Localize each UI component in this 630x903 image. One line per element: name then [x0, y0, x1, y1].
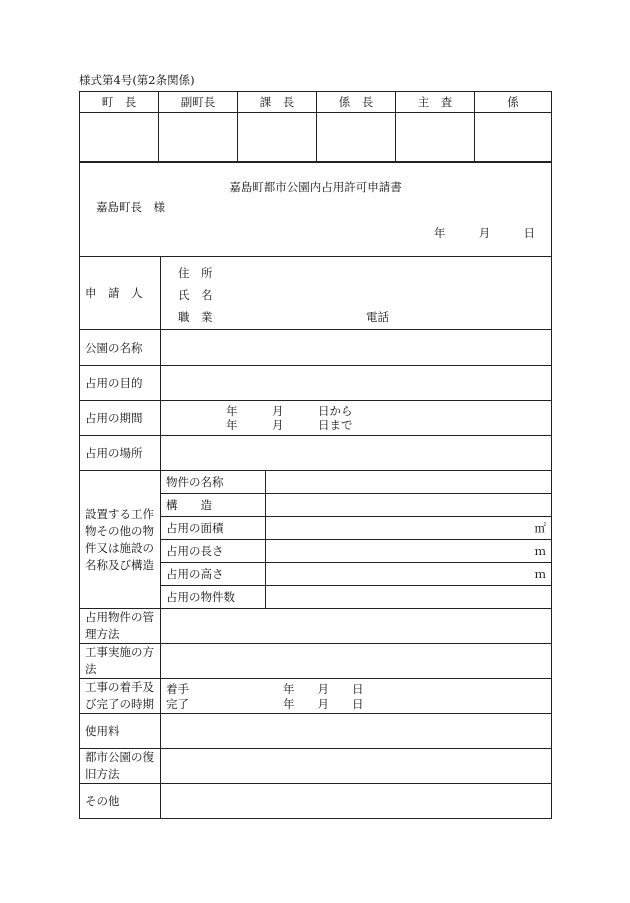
approval-header-staff: 係 [475, 92, 552, 113]
length-unit: ｍ [534, 544, 547, 558]
application-header [80, 162, 552, 257]
application-form-table [79, 161, 552, 819]
applicant-label: 申 請 人 [80, 257, 161, 330]
other-label: その他 [80, 784, 161, 819]
date-day: 日 [523, 226, 536, 240]
fee-label: 使用料 [80, 714, 161, 749]
period-to: 年 月 日まで [226, 418, 353, 432]
application-date[interactable] [80, 225, 535, 241]
area-field[interactable] [266, 517, 552, 540]
form-number: 様式第4号(第2条関係) [79, 73, 195, 87]
approval-stamp-section-chief[interactable] [238, 113, 317, 163]
management-field[interactable] [161, 609, 552, 644]
location-label: 占用の場所 [80, 436, 161, 471]
location-field[interactable] [161, 436, 552, 471]
approval-header-deputy-mayor: 副町長 [159, 92, 238, 113]
restoration-label: 都市公園の復旧方法 [80, 749, 161, 784]
approval-stamp-mayor[interactable] [80, 113, 159, 163]
period-field[interactable] [161, 401, 552, 436]
occupation-label: 職 業 [178, 310, 213, 324]
timing-end-label: 完了 [166, 697, 189, 711]
structure-label: 設置する工作物その他の物件又は施設の名称及び構造 [80, 471, 161, 609]
approval-header-subsection-chief: 係 長 [317, 92, 396, 113]
approval-header-mayor: 町 長 [80, 92, 159, 113]
park-name-label: 公園の名称 [80, 330, 161, 366]
fee-field[interactable] [161, 714, 552, 749]
purpose-field[interactable] [161, 366, 552, 401]
approval-stamp-subsection-chief[interactable] [317, 113, 396, 163]
management-label: 占用物件の管理方法 [80, 609, 161, 644]
timing-end-date: 年 月 日 [283, 697, 364, 711]
timing-label: 工事の着手及び完了の時期 [80, 679, 161, 714]
approval-stamp-deputy-mayor[interactable] [159, 113, 238, 163]
count-field[interactable] [266, 586, 552, 609]
length-label: 占用の長さ [161, 540, 266, 563]
period-label: 占用の期間 [80, 401, 161, 436]
addressee: 嘉島町長 様 [96, 200, 165, 214]
purpose-label: 占用の目的 [80, 366, 161, 401]
approval-stamp-inspector[interactable] [396, 113, 475, 163]
height-label: 占用の高さ [161, 563, 266, 586]
timing-field[interactable] [161, 679, 552, 714]
period-from: 年 月 日から [226, 404, 353, 418]
park-name-field[interactable] [161, 330, 552, 366]
phone-label: 電話 [366, 310, 389, 324]
timing-start-date: 年 月 日 [283, 682, 364, 696]
construction-method-label: 工事実施の方法 [80, 644, 161, 679]
approval-header-inspector: 主 査 [396, 92, 475, 113]
structure-sub-label: 構 造 [161, 494, 266, 517]
other-field[interactable] [161, 784, 552, 819]
area-unit: ㎡ [534, 521, 547, 535]
height-field[interactable] [266, 563, 552, 586]
date-month: 月 [478, 226, 491, 240]
item-name-label: 物件の名称 [161, 471, 266, 494]
count-label: 占用の物件数 [161, 586, 266, 609]
date-year: 年 [433, 226, 446, 240]
height-unit: ｍ [534, 567, 547, 581]
name-label: 氏 名 [178, 288, 213, 302]
approval-stamp-table [79, 91, 552, 163]
approval-stamp-staff[interactable] [475, 113, 552, 163]
restoration-field[interactable] [161, 749, 552, 784]
structure-field[interactable] [266, 494, 552, 517]
approval-header-section-chief: 課 長 [238, 92, 317, 113]
applicant-fields[interactable] [161, 257, 552, 330]
timing-start-label: 着手 [166, 682, 189, 696]
construction-method-field[interactable] [161, 644, 552, 679]
length-field[interactable] [266, 540, 552, 563]
area-label: 占用の面積 [161, 517, 266, 540]
application-title: 嘉島町都市公園内占用許可申請書 [229, 180, 402, 194]
item-name-field[interactable] [266, 471, 552, 494]
address-label: 住 所 [178, 266, 213, 280]
